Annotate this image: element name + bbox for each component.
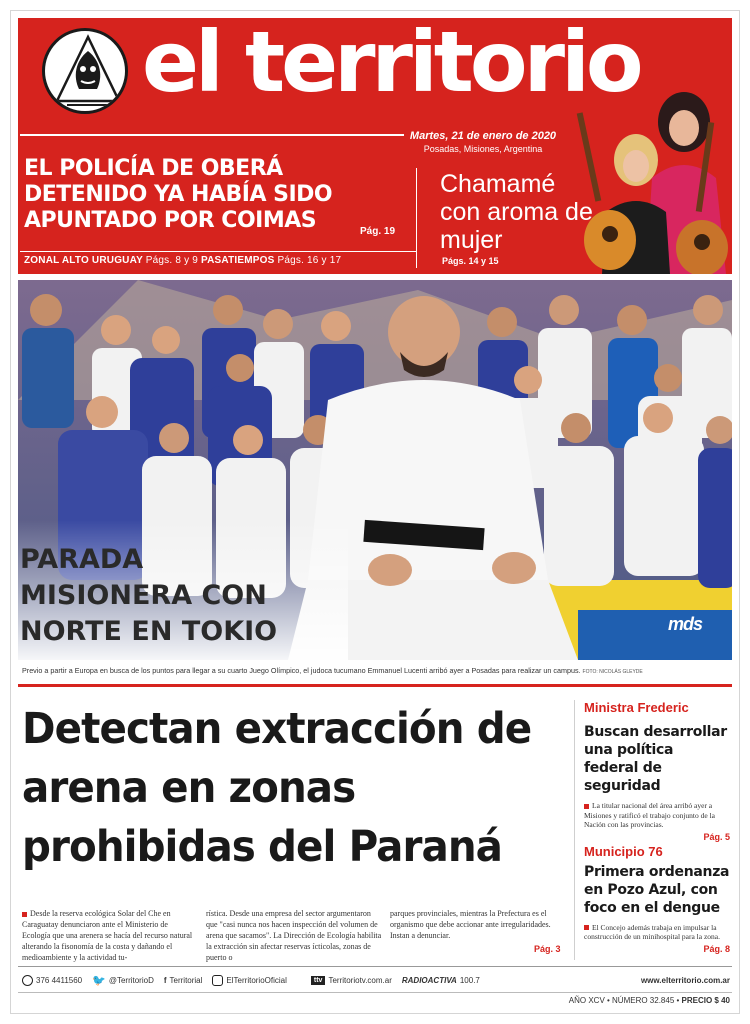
sidebar-kicker-1: Ministra Frederic (584, 700, 689, 715)
zonal-label[interactable]: ZONAL ALTO URUGUAY (24, 255, 143, 266)
footer-rule (18, 966, 732, 967)
masthead-divider (20, 251, 416, 252)
feature-headline[interactable]: Chamamé con aroma de mujer (440, 170, 593, 254)
sidebar-headline-2[interactable]: Primera ordenanza en Pozo Azul, con foco en el dengue (584, 863, 730, 916)
radio-logo: RADIOACTIVA (401, 975, 457, 985)
sidebar-text-2 (584, 923, 730, 942)
facebook-icon: f (163, 975, 167, 985)
bullet-icon (22, 912, 27, 917)
footer-facebook-text: Territorial (169, 975, 203, 985)
bullet-icon (584, 804, 589, 809)
main-headline[interactable]: Detectan extracción de arena en zonas prohibidas del Paraná (22, 704, 532, 872)
sidebar-story-municipio[interactable] (584, 844, 730, 954)
sidebar-story-frederic[interactable] (584, 700, 730, 842)
issue-price: PRECIO $ 40 (681, 996, 730, 1005)
sidebar-kicker-2: Municipio 76 (584, 843, 663, 859)
twitter-icon: 🐦 (92, 974, 106, 987)
footer-facebook[interactable] (164, 976, 203, 985)
whatsapp-icon (22, 975, 33, 986)
photo-headline[interactable]: PARADA MISIONERA CON NORTE EN TOKIO (20, 544, 278, 647)
section-rule (18, 684, 732, 687)
footer-radio-freq: 100.7 (459, 975, 480, 985)
footer-ttv-text: Territoriotv.com.ar (328, 975, 392, 985)
issue-place: Posadas, Misiones, Argentina (423, 144, 543, 154)
footer-phone-text: 376 4411560 (36, 975, 83, 985)
photo-credit: FOTO: NICOLÁS GLEYDE (582, 669, 643, 675)
lead-page-ref: Pág. 19 (360, 226, 396, 237)
issue-number: AÑO XCV • NÚMERO 32.845 • (568, 996, 680, 1005)
section-index (24, 255, 341, 266)
photo-caption-text: Previo a partir a Europa en busca de los puntos para llegar a su cuarto Juego Olímpico, el judoca tucumano Emmanuel Lucenti arribó ayer a Posadas para realizar un campus. (22, 666, 581, 675)
lead-headline[interactable]: EL POLICÍA DE OBERÁ DETENIDO YA HABÍA SIDO APUNTADO POR COIMAS (24, 156, 333, 233)
footer-twitter-text: @TerritorioD (108, 975, 154, 985)
footer-instagram[interactable] (212, 975, 286, 986)
zonal-pages: Págs. 8 y 9 (145, 255, 199, 266)
masthead (18, 13, 732, 274)
instagram-icon (212, 975, 223, 986)
photo-caption (22, 666, 732, 675)
story-column-1 (22, 908, 198, 963)
footer-website[interactable]: www.elterritorio.com.ar (640, 975, 730, 985)
footer-radio[interactable] (402, 976, 480, 985)
bullet-icon (584, 925, 589, 930)
sidebar-text-2-body: El Concejo además trabaja en impulsar la construcción de un minihospital para la zona. (584, 922, 720, 941)
footer-bar (22, 972, 730, 988)
ttv-logo-icon: ttv (311, 976, 326, 985)
story-column-1-text: Desde la reserva ecológica Solar del Che en Caraguatay denunciaron ante el Ministerio de Ecología que una arenera se hacía del recurso natural alterando la fisonomía de la costa y dañando el medioambiente y la actividad tu- (22, 909, 193, 962)
feature-page-ref: Págs. 14 y 15 (442, 256, 499, 266)
brand-name[interactable]: el territorio (142, 13, 640, 111)
pasatiempos-label[interactable]: PASATIEMPOS (201, 255, 275, 266)
issue-info (569, 996, 730, 1005)
main-story-page-ref: Pág. 3 (534, 944, 561, 954)
newspaper-logo-icon[interactable] (42, 28, 128, 114)
story-column-3: parques provinciales, mientras la Prefectura es el organismo que debe accionar ante irregularidades. Instan a denunciar. (390, 909, 551, 940)
issue-date: Martes, 21 de enero de 2020 (409, 130, 557, 142)
footer-rule-bottom (18, 992, 732, 993)
guitarists-photo[interactable] (566, 82, 732, 274)
sidebar (584, 700, 730, 954)
sidebar-text-1 (584, 801, 730, 830)
masthead-vertical-rule (416, 168, 417, 268)
footer-ttv[interactable] (311, 976, 392, 985)
photo-watermark: mds (668, 614, 703, 634)
sidebar-page-ref-2: Pág. 8 (703, 943, 730, 954)
sidebar-text-1-body: La titular nacional del área arribó ayer a Misiones y ratificó el trabajo conjunto de la Nación con las provincias. (584, 801, 716, 829)
sidebar-headline-1[interactable]: Buscan desarrollar una política federal de seguridad (584, 724, 727, 794)
footer-twitter[interactable] (92, 974, 154, 987)
sidebar-page-ref-1: Pág. 5 (703, 831, 730, 842)
column-rule (574, 700, 575, 960)
footer-instagram-text: ElTerritorioOficial (226, 975, 287, 985)
main-story-body (22, 908, 568, 960)
pasatiempos-pages: Págs. 16 y 17 (277, 255, 342, 266)
masthead-rule (20, 134, 404, 136)
story-column-2: rística. Desde una empresa del sector argumentaron que "casi nunca nos hacen inspección del volumen de arena que sacamos". La Dirección de Ecología habilita la extracción sin afectar reservas ícticolas, zonas de puerto o (206, 909, 382, 962)
footer-phone[interactable] (22, 975, 82, 986)
